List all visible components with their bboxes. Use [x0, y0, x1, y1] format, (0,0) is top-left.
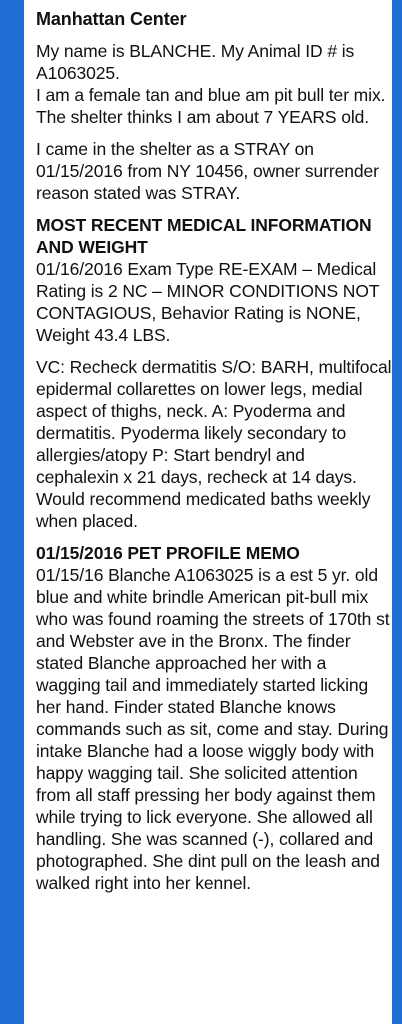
medical-text: 01/16/2016 Exam Type RE-EXAM – Medical Rating is 2 NC – MINOR CONDITIONS NOT CONTAGIOUS, Behavior Rating is NONE, Weight 43.4 LBS.: [36, 259, 380, 345]
memo-heading: 01/15/2016 PET PROFILE MEMO: [36, 543, 300, 563]
vet-notes-paragraph: VC: Recheck dermatitis S/O: BARH, multifocal epidermal collarettes on lower legs, medial aspect of thighs, neck. A: Pyoderma and dermatitis. Pyoderma likely secondary to allergies/atopy P: Start bendryl and cephalexin x 21 days, recheck at 14 days. Would recommend medicated baths weekly when placed.: [36, 357, 392, 531]
intro-name-line: My name is BLANCHE. My Animal ID # is A1063025.: [36, 41, 355, 83]
intro-description-line: I am a female tan and blue am pit bull ter mix. The shelter thinks I am about 7 YEARS old.: [36, 85, 386, 127]
intro-block: [36, 40, 392, 128]
memo-section: [36, 542, 392, 894]
left-side-bar: [0, 0, 24, 1024]
medical-section: [36, 214, 392, 346]
right-side-bar: [392, 0, 402, 1024]
document-body: [36, 8, 392, 904]
medical-heading: MOST RECENT MEDICAL INFORMATION AND WEIGHT: [36, 215, 372, 257]
memo-text: 01/15/16 Blanche A1063025 is a est 5 yr. old blue and white brindle American pit-bull mix who was found roaming the streets of 170th st and Webster ave in the Bronx. The finder stated Blanche approached her with a wagging tail and immediately started licking her hand. Finder stated Blanche knows commands such as sit, come and stay. During intake Blanche had a loose wiggly body with happy wagging tail. She solicited attention from all staff pressing her body against them while trying to lick everyone. She allowed all handling. She was scanned (-), collared and photographed. She dint pull on the leash and walked right into her kennel.: [36, 565, 390, 893]
intake-paragraph: I came in the shelter as a STRAY on 01/15/2016 from NY 10456, owner surrender reason stated was STRAY.: [36, 139, 379, 203]
center-title: Manhattan Center: [36, 9, 187, 29]
